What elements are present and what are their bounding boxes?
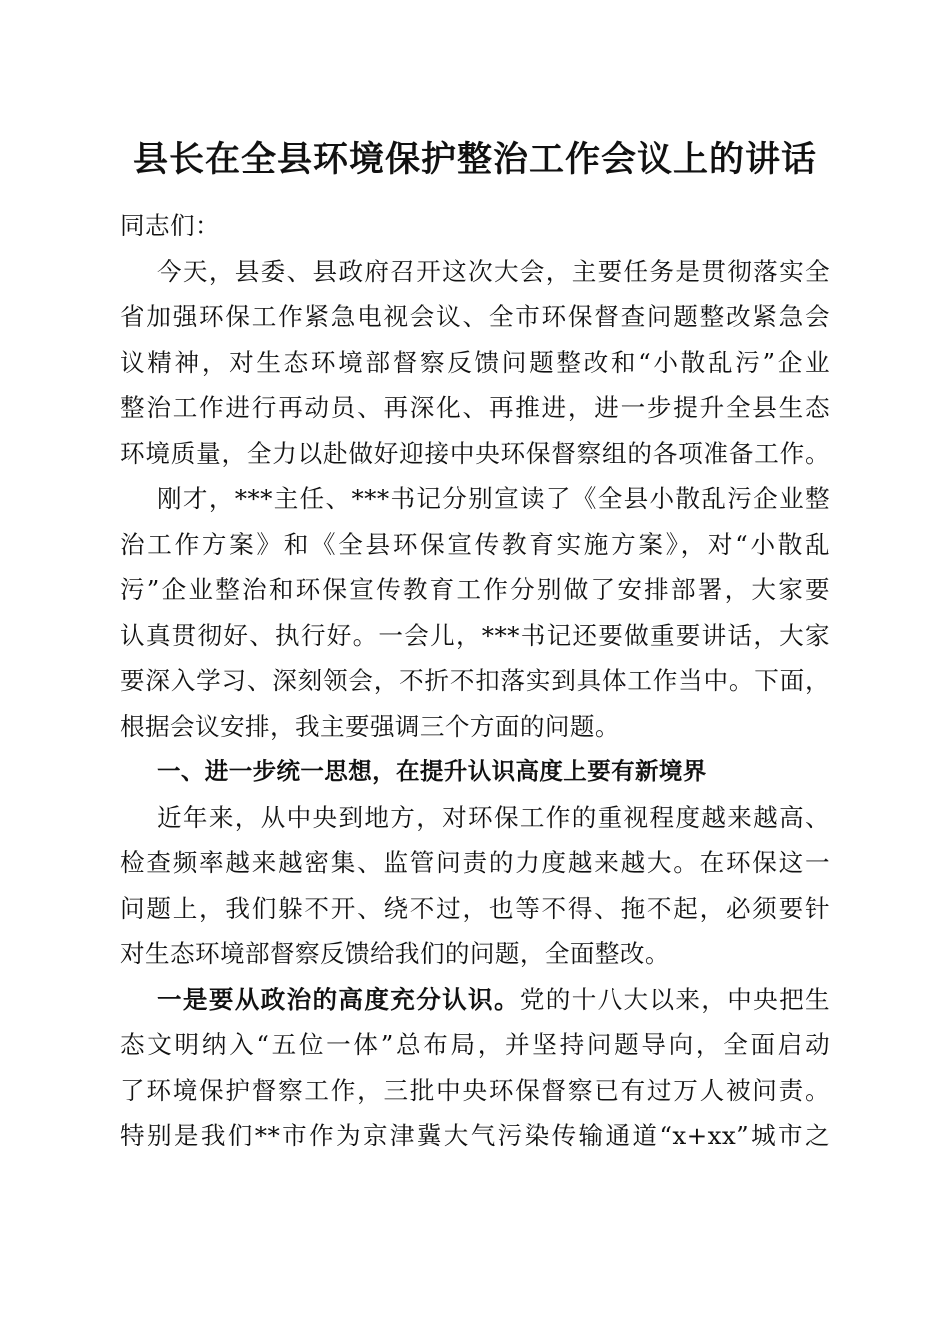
paragraph-lead: 一是要从政治的高度充分认识。 xyxy=(157,984,520,1014)
paragraph-line: 根据会议安排，我主要强调三个方面的问题。 xyxy=(120,711,620,741)
paragraph-line: 省加强环保工作紧急电视会议、全市环保督查问题整改紧急会 xyxy=(120,302,830,331)
paragraph-line: 近年来，从中央到地方，对环保工作的重视程度越来越高、 xyxy=(157,802,830,832)
salutation: 同志们： xyxy=(120,211,220,240)
paragraph-line: 特别是我们**市作为京津冀大气污染传输通道“x+xx”城市之 xyxy=(120,1121,830,1150)
paragraph-line: 要深入学习、深刻领会，不折不扣落实到具体工作当中。下面， xyxy=(120,666,830,695)
paragraph-line xyxy=(120,977,830,1023)
paragraph-background xyxy=(120,795,830,977)
section-heading-1: 一、进一步统一思想，在提升认识高度上要有新境界 xyxy=(157,757,707,785)
paragraph-line: 检查频率越来越密集、监管问责的力度越来越大。在环保这一 xyxy=(120,848,830,877)
paragraph-line-rest: 党的十八大以来，中央把生 xyxy=(519,984,830,1014)
paragraph-line: 整治工作进行再动员、再深化、再推进，进一步提升全县生态 xyxy=(120,393,830,422)
paragraph-line: 态文明纳入“五位一体”总布局，并坚持问题导向，全面启动 xyxy=(120,1030,830,1059)
document-body xyxy=(120,203,830,1159)
paragraph-line: 认真贯彻好、执行好。一会儿，***书记还要做重要讲话，大家 xyxy=(120,620,830,650)
paragraph-line: 污”企业整治和环保宣传教育工作分别做了安排部署，大家要 xyxy=(120,575,830,604)
paragraph-political-awareness xyxy=(120,977,830,1159)
paragraph-line: 议精神，对生态环境部督察反馈问题整改和“小散乱污”企业 xyxy=(120,347,830,377)
document-title: 县长在全县环境保护整治工作会议上的讲话 xyxy=(132,139,817,180)
paragraph-arrangement xyxy=(120,476,830,749)
paragraph-line: 刚才，***主任、***书记分别宣读了《全县小散乱污企业整 xyxy=(157,484,830,513)
paragraph-opening xyxy=(120,249,830,477)
paragraph-line: 了环境保护督察工作，三批中央环保督察已有过万人被问责。 xyxy=(120,1075,830,1105)
paragraph-line: 治工作方案》和《全县环保宣传教育实施方案》，对“小散乱 xyxy=(120,529,830,559)
paragraph-line: 今天，县委、县政府召开这次大会，主要任务是贯彻落实全 xyxy=(157,256,830,286)
paragraph-line: 问题上，我们躲不开、绕不过，也等不得、拖不起，必须要针 xyxy=(120,893,830,923)
paragraph-line: 环境质量，全力以赴做好迎接中央环保督察组的各项准备工作。 xyxy=(120,438,830,468)
paragraph-line: 对生态环境部督察反馈给我们的问题，全面整改。 xyxy=(120,939,670,968)
